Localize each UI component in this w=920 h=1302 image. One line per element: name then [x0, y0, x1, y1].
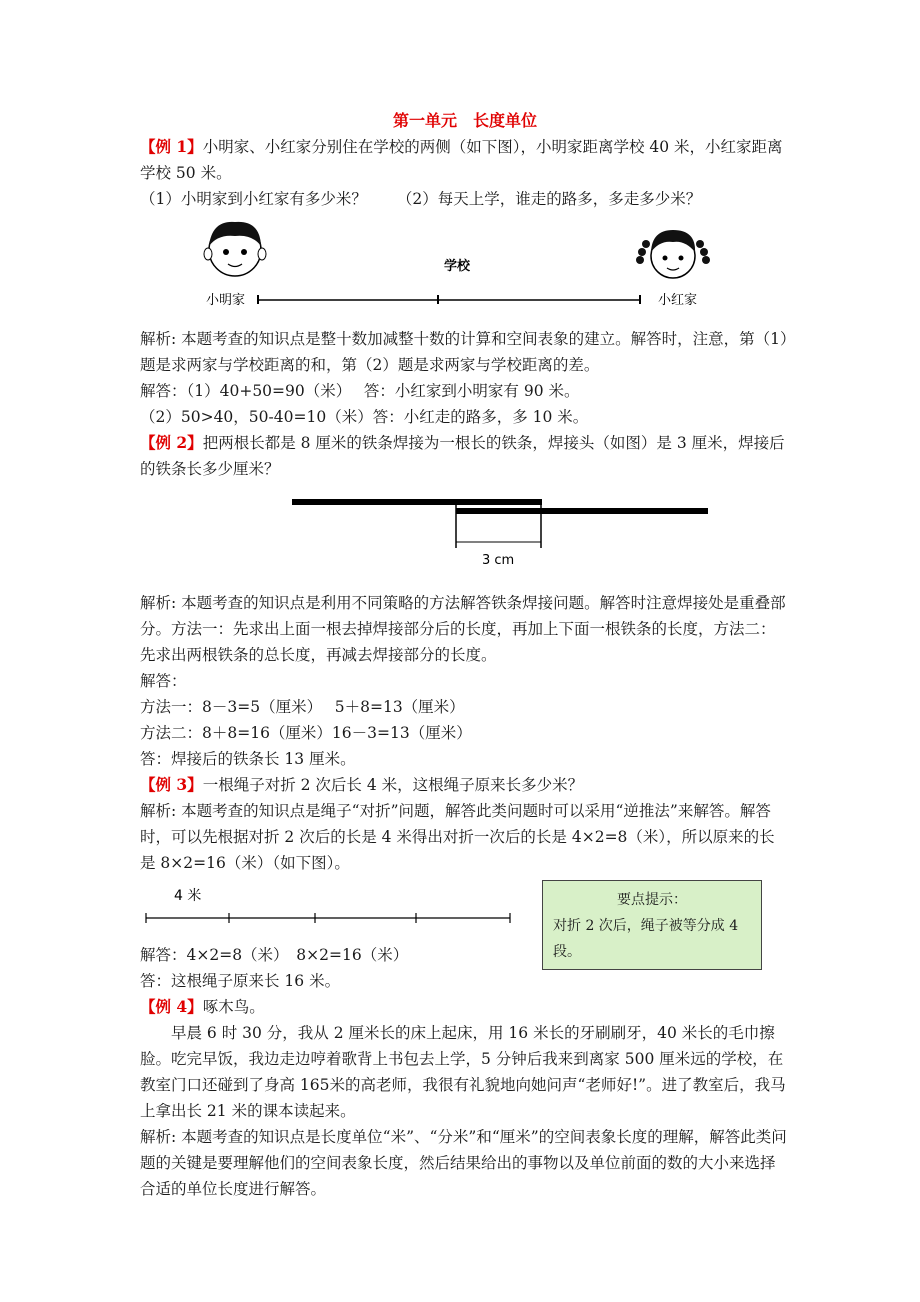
ex3-analysis: 解析: 本题考查的知识点是绳子“对折”问题，解答此类问题时可以采用“逆推法”来解答。解答时，可以先根据对折 2 次后的长是 4 米得出对折一次后的长是 4×2=8（米），所以原来的长是 8×2=16（米）（如下图）。 [140, 802, 775, 872]
overlap-label: 3 cm [482, 553, 515, 568]
ex2-method1: 方法一：8－3=5（厘米） 5＋8=13（厘米） [140, 698, 465, 716]
page-title: 第一单元 长度单位 [392, 111, 537, 130]
ex1-subquestions [140, 186, 790, 212]
school-label: 学校 [444, 259, 471, 274]
ex1-q2: （2）每天上学，谁走的路多，多走多少米？ [396, 190, 702, 208]
ex1-analysis: 解析: 本题考查的知识点是整十数加减整十数的计算和空间表象的建立。解答时，注意，第（1）题是求两家与学校距离的和，第（2）题是求两家与学校距离的差。 [140, 330, 788, 374]
ex4-analysis: 解析: 本题考查的知识点是长度单位“米”、“分米”和“厘米”的空间表象长度的理解，解答此类问题的关键是要理解他们的空间表象长度，然后结果给出的事物以及单位前面的数的大小来选择合适的单位长度进行解答。 [140, 1128, 787, 1198]
ex1-answer1: 解答：（1）40+50=90（米） 答：小红家到小明家有 90 米。 [140, 382, 580, 400]
ex4-question [140, 994, 790, 1020]
ex3-answer: 答：这根绳子原来长 16 米。 [140, 972, 341, 990]
ex3-answer-calc: 解答：4×2=8（米） 8×2=16（米） [140, 946, 409, 964]
lower-bar [456, 508, 708, 514]
ex1-text: 小明家、小红家分别住在学校的两侧（如下图），小明家距离学校 40 米，小红家距离学校 50 米。 [140, 138, 783, 182]
ex2-label: 【例 2】 [140, 433, 203, 452]
ex2-text: 把两根长都是 8 厘米的铁条焊接为一根长的铁条，焊接头（如图）是 3 厘米，焊接后的铁条长多少厘米？ [140, 434, 785, 478]
ex1-label: 【例 1】 [140, 137, 203, 156]
tip-box [542, 880, 762, 970]
tip-text: 对折 2 次后，绳子被等分成 4 段。 [553, 918, 739, 960]
boy-icon [204, 222, 266, 276]
ex4-label: 【例 4】 [140, 997, 203, 1016]
ex1-question [140, 134, 790, 186]
xiaoming-home-label: 小明家 [206, 293, 246, 308]
rope-length-label: 4 米 [174, 888, 202, 904]
ex2-figure [140, 482, 790, 590]
girl-icon [636, 230, 710, 278]
ex3-question [140, 772, 790, 798]
ex2-method2: 方法二：8＋8=16（厘米）16－3=13（厘米） [140, 724, 472, 742]
tip-title: 要点提示： [617, 892, 687, 908]
ex1-diagram [140, 212, 790, 326]
ex3-text: 一根绳子对折 2 次后长 4 米，这根绳子原来长多少米？ [202, 776, 584, 794]
xiaohong-home-label: 小红家 [658, 293, 698, 308]
ex1-q1: （1）小明家到小红家有多少米？ [140, 190, 367, 208]
ex2-analysis: 解析: 本题考查的知识点是利用不同策略的方法解答铁条焊接问题。解答时注意焊接处是重叠部分。方法一：先求出上面一根去掉焊接部分后的长度，再加上下面一根铁条的长度，方法二：先求出两根铁条的总长度，再减去焊接部分的长度。 [140, 594, 786, 664]
ex2-answer-head: 解答： [140, 672, 187, 690]
ex2-answer: 答：焊接后的铁条长 13 厘米。 [140, 750, 356, 768]
document [140, 108, 790, 1202]
ex4-story: 早晨 6 时 30 分，我从 2 厘米长的床上起床，用 16 米长的牙刷刷牙，40 米长的毛巾擦脸。吃完早饭，我边走边哼着歌背上书包去上学，5 分钟后我来到离家 500 厘米远的学校，在教室门口还碰到了身高 165米的高老师，我很有礼貌地向她问声“老师好!”。进了教室后，我马上拿出长 21 米的课本读起来。 [140, 1024, 786, 1120]
ex4-text: 啄木鸟。 [202, 998, 265, 1016]
upper-bar [292, 499, 542, 505]
ex2-diagram [140, 482, 790, 590]
ex1-answer2: （2）50>40，50-40=10（米）答：小红走的路多，多 10 米。 [140, 408, 589, 426]
ex3-label: 【例 3】 [140, 775, 203, 794]
ex1-figure [140, 212, 790, 326]
ex2-question [140, 430, 790, 482]
rope-diagram [140, 876, 540, 942]
